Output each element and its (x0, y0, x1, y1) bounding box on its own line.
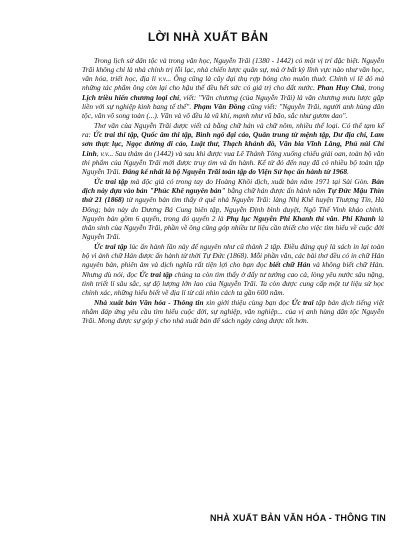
text-run: mà độc giả có trong tay do Hoàng Khôi dịch, xuất bản năm 1971 tại Sài Gòn. (127, 177, 372, 187)
document-body (82, 56, 384, 327)
bold-text: biết chữ Hán (269, 260, 311, 270)
bold-text: Ức trai thi tập, Quốc âm thi tập, Bình ngô đại cáo, Quân trung từ mệnh tập, Dư địa chí, Lam sơn thực lục, Ngọc đường di cảo, Luật thư, Thạch khánh đồ, Văn bia Vĩnh Lăng, Phú núi Chí Linh (82, 130, 384, 158)
paragraph (82, 177, 384, 241)
bold-text: Lịch triều hiến chương loại chí (82, 92, 180, 102)
text-run: từ nguyên bản tìm thấy ở quê nhà Nguyễn Trãi: làng Nhị Khê huyện Thượng Tín, Hà Đông; bản này do Dương Bá Cung biên tập, Nguyễn Định bình duyệt, Ngô Thế Vinh khảo chính. Nguyên bản gồm 6 quyển, trong đó quyển 2 là (82, 195, 384, 223)
bold-text: Ức trai tập (94, 242, 128, 252)
text-run: là thân sinh của Nguyễn Trãi, phần về ông cũng góp nhiều tư liệu cần thiết cho việc tìm hiểu về cuộc đời Nguyễn Trãi. (82, 213, 384, 241)
text-run: và không biết chữ Hán. Nhưng dù nói, đọc (82, 260, 384, 279)
bold-text: Phạm Văn Đồng (193, 101, 246, 111)
bold-text: Ức trai tập (139, 269, 173, 279)
paragraph (82, 121, 384, 176)
text-run: chúng ta còn tìm thấy ở đấy tư tưởng cao cả, lòng yêu nước sâu nặng, tình triết lí sâu sắc, sự độ lượng lớn lao của Nguyễn Trãi. Ta còn được cung cấp một tư liệu sử học chính xác, những hiểu biết về địa lí từ cái nhìn cách ta gần 600 năm. (82, 269, 384, 297)
text-run: xin giới thiệu cùng bạn đọc (203, 298, 292, 308)
bold-text: Nhà xuất bản Văn hóa - Thông tin (94, 298, 204, 308)
text-run: . (337, 213, 342, 223)
paragraph (82, 298, 384, 325)
bold-text: Ức trai tập (94, 177, 128, 187)
text-run: , viết: "Văn chương (của Nguyễn Trãi) là văn chương mưu lược gặp liền với sự nghiệp kinh bang tế thế". (82, 92, 384, 111)
bold-text: Ức trai (291, 298, 314, 308)
bold-text: Tự Đức Mậu Thìn thứ 21 (1868) (82, 186, 384, 205)
bold-text: Phi Khanh (341, 213, 376, 223)
paragraph (82, 242, 384, 297)
text-run: cũng viết: "Nguyễn Trãi, người anh hùng dân tộc, văn võ song toàn (...). Văn và võ đều là vũ khí, mạnh như vũ bão, sắc như gươm dao". (82, 101, 385, 120)
page-title: LỜI NHÀ XUẤT BẢN (147, 30, 269, 44)
text-run: , trong (364, 83, 385, 93)
bold-text: Phụ lục Nguyễn Phi Khanh thi văn (226, 213, 338, 223)
publisher-signature: NHÀ XUẤT BẢN VĂN HÓA - THÔNG TIN (209, 513, 386, 523)
text-run: , v.v... Sau thảm án (1442) và sau khi được vua Lê Thánh Tông xuống chiếu giải oan, toàn bộ văn thi phẩm của Nguyễn Trãi mới được truy tìm và ấn hành. Kể từ đó đến nay đã có nhiều bộ toàn tập Nguyễn Trãi. (82, 148, 384, 176)
text-run: Thơ văn của Nguyễn Trãi được viết cả bằng chữ hán và chữ nôm, nhiều thể loại. Có thể tạm kể ra: (82, 121, 384, 140)
text-run: tập bản dịch tiếng việt nhằm đáp ứng yêu cầu tìm hiểu cuộc đời, sự nghiệp, văn nghiệp... của vị anh hùng dân tộc Nguyễn Trãi. Mong được sự góp ý cho nhà xuất bản để sách ngày càng được tốt hơn. (82, 298, 385, 326)
bold-text: Bản dịch này dựa vào bản "Phúc Khê nguyên bản" (82, 177, 385, 196)
paragraph (82, 56, 384, 120)
text-run: . (347, 166, 349, 176)
text-run: bằng chữ hán được ấn hành năm (225, 186, 328, 196)
text-run: Trong lịch sử dân tộc và trong văn học, Nguyễn Trãi (1380 - 1442) có một vị trí đặc biệt. Nguyễn Trãi không chỉ là nhà chính trị lỗi lạc, nhà chiến lược quân sự, mà ở bất kỳ lĩnh vực nào như văn học, văn hóa, triết học, địa lí v.v... Ông cũng là cây đại thụ rợp bóng cho muôn thuở. Chính vì lẽ đó mà những tác phẩm ông còn lại cho hậu thế đều hết sức có giá trị cho đất nước. (82, 56, 384, 93)
bold-text: Đáng kể nhất là bộ Nguyễn Trãi toàn tập do Viện Sử học ấn hành từ 1968 (122, 166, 348, 176)
text-run: lúc ấn hành lần này để nguyên như cũ thành 2 tập. Điều đáng quý là sách in lại toàn bộ vì ảnh chữ Hán được ấn hành từ thời Tự Đức (1868). Mỗi phần văn, các bài thơ đều có in chữ Hán nguyên bản, phiên âm và dịch nghĩa rất tiện lợi cho bạn đọc (82, 242, 384, 270)
bold-text: Phan Huy Chú (317, 83, 365, 93)
